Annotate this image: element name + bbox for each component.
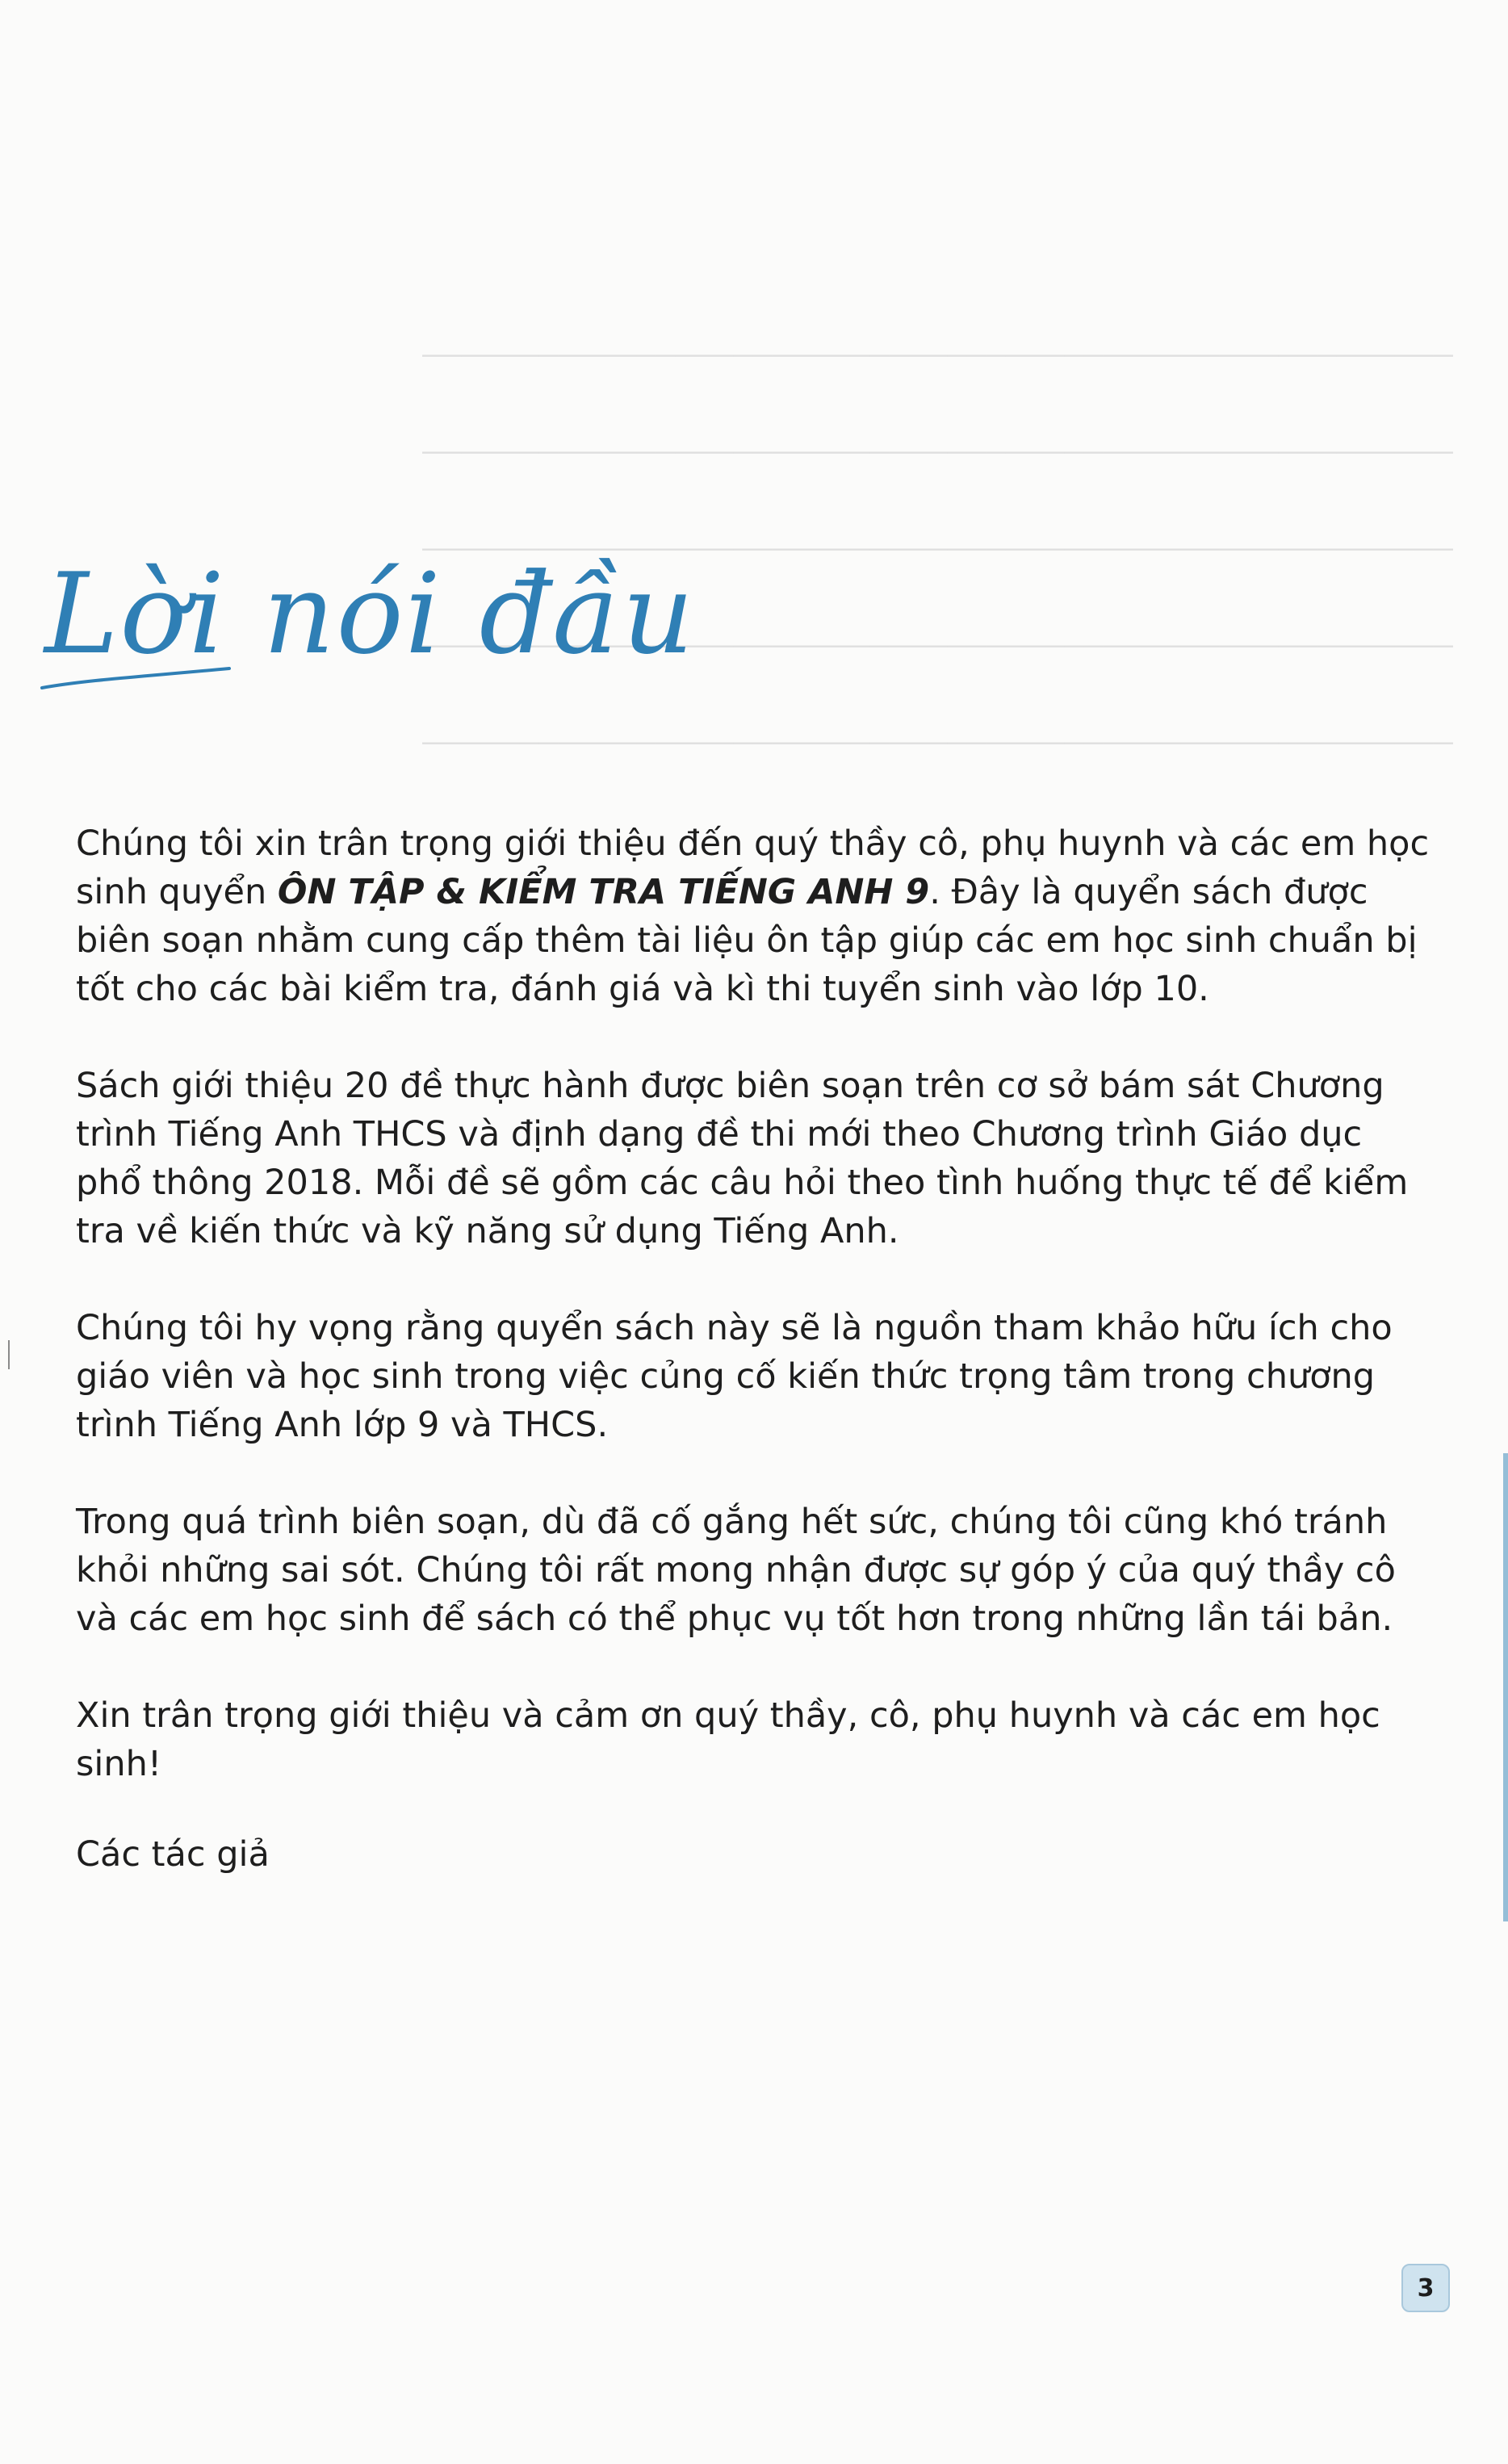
book-title: ÔN TẬP & KIỂM TRA TIẾNG ANH 9 xyxy=(277,872,930,912)
preface-body xyxy=(76,819,1432,1927)
paragraph-thanks: Xin trân trọng giới thiệu và cảm ơn quý thầy, cô, phụ huynh và các em học sinh! xyxy=(76,1695,1380,1784)
page-title: Lời nói đầu xyxy=(44,549,696,679)
paragraph-content: Sách giới thiệu 20 đề thực hành được biên soạn trên cơ sở bám sát Chương trình Tiếng Anh THCS và định dạng đề thi mới theo Chương trình Giáo dục phổ thông 2018. Mỗi đề sẽ gồm các câu hỏi theo tình huống thực tế để kiểm tra về kiến thức và kỹ năng sử dụng Tiếng Anh. xyxy=(76,1066,1409,1251)
signature: Các tác giả xyxy=(76,1834,270,1875)
bleed-through-texture: ───────────────────────────────────────────────────── ───────────────────────────────────────────────────── ───────────────────────────────────────────────────── ───────────────────────────────────────────────────── ───────────────────────────────────────────────────── xyxy=(422,340,1453,758)
margin-mark xyxy=(8,1340,10,1369)
page-number-badge: 3 xyxy=(1401,2264,1450,2312)
paragraph-feedback: Trong quá trình biên soạn, dù đã cố gắng hết sức, chúng tôi cũng khó tránh khỏi những sai sót. Chúng tôi rất mong nhận được sự góp ý của quý thầy cô và các em học sinh để sách có thể phục vụ tốt hơn trong những lần tái bản. xyxy=(76,1502,1396,1639)
title-swash-decoration xyxy=(39,662,232,694)
intro-text-start: Chúng tôi xin trân trọng giới thiệu đến quý thầy cô, phụ huynh và các em học sinh quyển xyxy=(76,823,1430,912)
paragraph-hope: Chúng tôi hy vọng rằng quyển sách này sẽ là nguồn tham khảo hữu ích cho giáo viên và học sinh trong việc củng cố kiến thức trọng tâm trong chương trình Tiếng Anh lớp 9 và THCS. xyxy=(76,1308,1393,1445)
paragraph-intro xyxy=(76,819,1432,1013)
page-edge-bar xyxy=(1503,1453,1508,1921)
intro-text-end: . Đây là quyển sách được biên soạn nhằm cung cấp thêm tài liệu ôn tập giúp các em học sinh chuẩn bị tốt cho các bài kiểm tra, đánh giá và kì thi tuyển sinh vào lớp 10. xyxy=(76,872,1418,1009)
